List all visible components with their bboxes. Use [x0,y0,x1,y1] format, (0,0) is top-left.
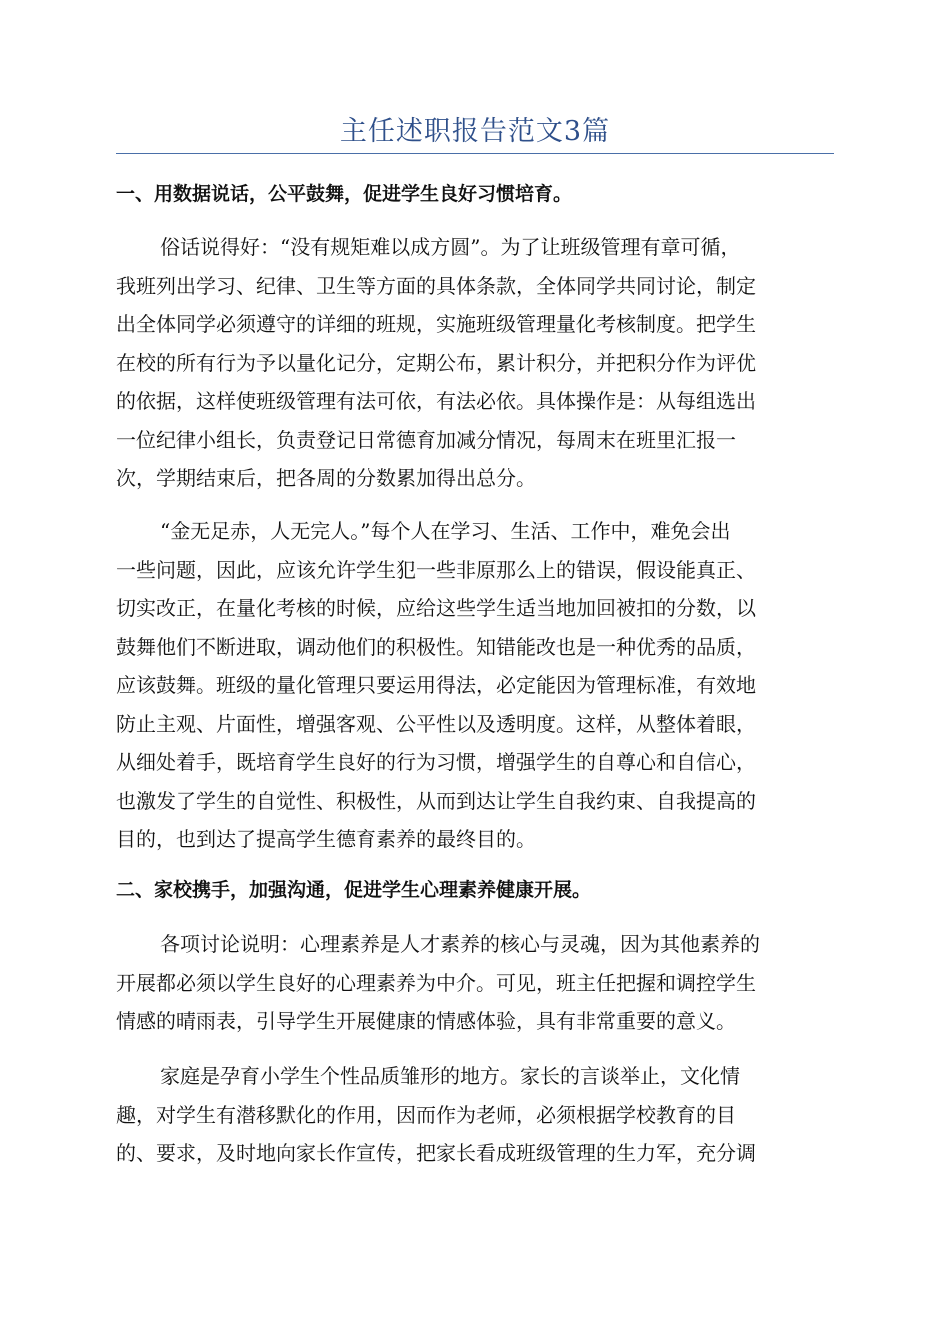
paragraph-line: 也激发了学生的自觉性、积极性，从而到达让学生自我约束、自我提高的 [116,788,756,813]
paragraph-line: 一位纪律小组长，负责登记日常德育加减分情况，每周末在班里汇报一 [116,427,736,452]
paragraph-line: 鼓舞他们不断进取，调动他们的积极性。知错能改也是一种优秀的品质， [116,634,756,659]
paragraph-line: 从细处着手，既培育学生良好的行为习惯，增强学生的自尊心和自信心， [116,750,756,774]
paragraph-line: 开展都必须以学生良好的心理素养为中介。可见，班主任把握和调控学生 [116,970,756,995]
paragraph-line: 出全体同学必须遵守的详细的班规，实施班级管理量化考核制度。把学生 [116,312,756,336]
paragraph-line: 家庭是孕育小学生个性品质雏形的地方。家长的言谈举止，文化情 [160,1064,740,1088]
paragraph-3 [116,925,836,1041]
section-heading-2: 二、家校携手，加强沟通，促进学生心理素养健康开展。 [116,879,592,901]
paragraph-line: 切实改正，在量化考核的时候，应给这些学生适当地加回被扣的分数，以 [116,596,756,620]
title-underline [116,153,834,154]
paragraph-line: 的依据，这样使班级管理有法可依，有法必依。具体操作是：从每组选出 [116,389,756,413]
paragraph-1 [116,228,836,498]
paragraph-line: 次，学期结束后，把各周的分数累加得出总分。 [116,466,536,490]
paragraph-line: 应该鼓舞。班级的量化管理只要运用得法，必定能因为管理标准，有效地 [116,673,756,697]
paragraph-line: 在校的所有行为予以量化记分，定期公布，累计积分，并把积分作为评优 [116,350,756,375]
paragraph-line: 各项讨论说明：心理素养是人才素养的核心与灵魂，因为其他素养的 [160,932,760,956]
paragraph-line: 俗话说得好：“没有规矩难以成方圆”。为了让班级管理有章可循， [160,235,741,259]
paragraph-4 [116,1057,836,1173]
paragraph-line: 防止主观、片面性，增强客观、公平性以及透明度。这样，从整体着眼， [116,711,756,736]
paragraph-line: 趣，对学生有潜移默化的作用，因而作为老师，必须根据学校教育的目 [116,1102,736,1127]
paragraph-2 [116,512,836,859]
paragraph-line: 目的，也到达了提高学生德育素养的最终目的。 [116,827,536,851]
paragraph-line: 的、要求，及时地向家长作宣传，把家长看成班级管理的生力军，充分调 [116,1141,756,1165]
paragraph-line: 情感的晴雨表，引导学生开展健康的情感体验，具有非常重要的意义。 [116,1009,736,1033]
section-heading-1: 一、用数据说话，公平鼓舞，促进学生良好习惯培育。 [116,183,573,205]
paragraph-line: “金无足赤，人无完人。”每个人在学习、生活、工作中，难免会出 [160,519,731,543]
paragraph-line: 一些问题，因此，应该允许学生犯一些非原那么上的错误，假设能真正、 [116,557,756,582]
document-title: 主任述职报告范文3篇 [339,116,611,147]
paragraph-line: 我班列出学习、纪律、卫生等方面的具体条款，全体同学共同讨论，制定 [116,273,756,298]
